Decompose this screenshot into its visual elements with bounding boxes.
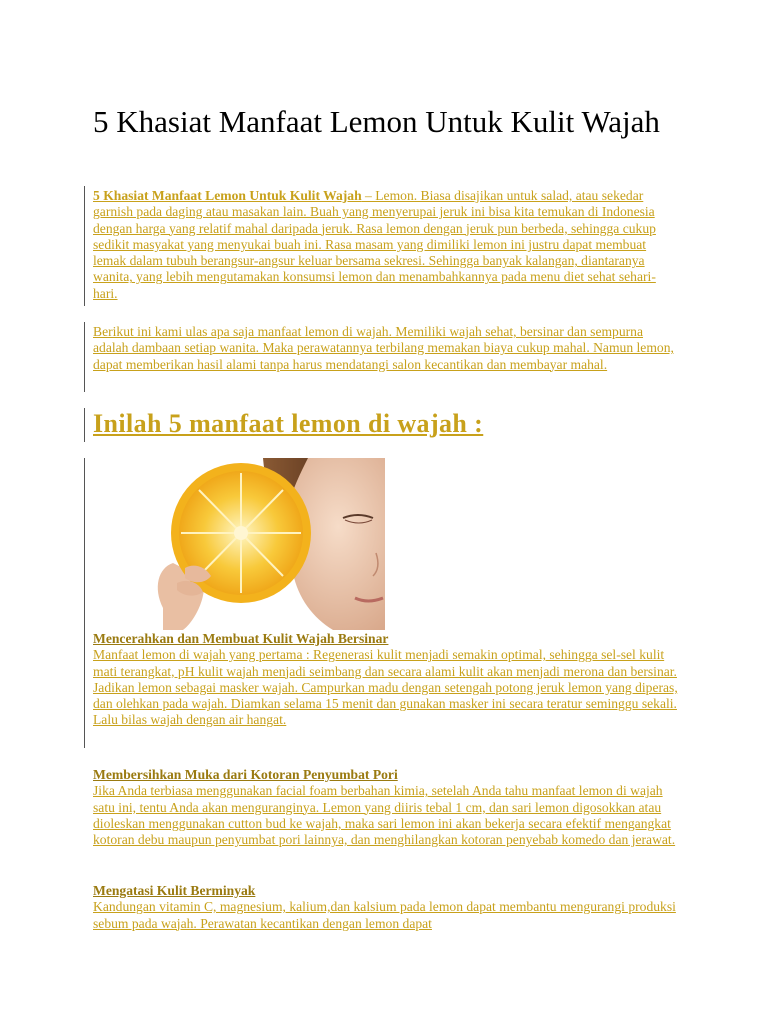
section-1 bbox=[93, 631, 678, 729]
article-title: 5 Khasiat Manfaat Lemon Untuk Kulit Wajah bbox=[93, 104, 660, 139]
quote-bar bbox=[84, 458, 85, 748]
section-3 bbox=[93, 883, 678, 932]
quote-bar bbox=[84, 322, 85, 392]
woman-lemon-photo bbox=[93, 458, 385, 630]
intro-text-link[interactable]: – Lemon. Biasa disajikan untuk salad, atau sekedar garnish pada daging atau masakan lain. Buah yang menyerupai jeruk ini bisa kita temukan di Indonesia dengan harga yang relatif mahal daripada jeruk. Rasa lemon dengan jeruk pun berbeda, sehingga cukup sedikit masyakat yang menyukai buah ini. Rasa masam yang dimiliki lemon ini justru dapat membuat lemak dalam tubuh berangsur-angsur keluar bersama sekresi. Sehingga banyak kalangan, diantaranya wanita, yang lebih mengutamakan konsumsi lemon dan menambahkannya pada menu diet sehat sehari-hari. bbox=[93, 188, 656, 301]
section-2-body[interactable]: Jika Anda terbiasa menggunakan facial foam berbahan kimia, setelah Anda tahu manfaat lemon di wajah satu ini, tentu Anda akan menguranginya. Lemon yang diiris tebal 1 cm, dan sari lemon digosokkan atau dioleskan menggunakan cutton bud ke wajah, maka sari lemon ini akan bekerja secara efektif mengangkat kotoran debu maupun penyumbat pori lainnya, dan menghilangkan kotoran penyebab komedo dan jerawat. bbox=[93, 783, 676, 848]
section-1-body[interactable]: Manfaat lemon di wajah yang pertama : Regenerasi kulit menjadi semakin optimal, sehingga sel-sel kulit mati terangkat, pH kulit wajah menjadi seimbang dan secara alami kulit akan menjadi merona dan bersinar. Jadikan lemon sebagai masker wajah. Campurkan madu dengan setengah potong jeruk lemon yang diperas, dan olehkan pada wajah. Diamkan selama 15 menit dan gunakan masker ini secara teratur seminggu sekali. Lalu bilas wajah dengan air hangat. bbox=[93, 647, 678, 728]
quote-bar bbox=[84, 408, 85, 442]
section-3-body[interactable]: Kandungan vitamin C, magnesium, kalium,dan kalsium pada lemon dapat membantu mengurangi produksi sebum pada wajah. Perawatan kecantikan dengan lemon dapat bbox=[93, 899, 676, 931]
berikut-text-link[interactable]: Berikut ini kami ulas apa saja manfaat lemon di wajah. Memiliki wajah sehat, bersinar dan sempurna adalah dambaan setiap wanita. Maka perawatannya terbilang memakan biaya cukup mahal. Namun lemon, dapat memberikan hasil alami tanpa harus mendatangi salon kecantikan dan membayar mahal. bbox=[93, 324, 674, 372]
section-heading[interactable]: Inilah 5 manfaat lemon di wajah : bbox=[93, 409, 484, 438]
intro-paragraph bbox=[93, 188, 678, 302]
section-2 bbox=[93, 767, 678, 848]
section-3-title[interactable]: Mengatasi Kulit Berminyak bbox=[93, 883, 256, 898]
quote-bar bbox=[84, 186, 85, 306]
berikut-paragraph bbox=[93, 324, 678, 373]
intro-title-link[interactable]: 5 Khasiat Manfaat Lemon Untuk Kulit Wajah bbox=[93, 188, 362, 203]
section-2-title[interactable]: Membersihkan Muka dari Kotoran Penyumbat Pori bbox=[93, 767, 398, 782]
section-1-title[interactable]: Mencerahkan dan Membuat Kulit Wajah Bersinar bbox=[93, 631, 389, 646]
